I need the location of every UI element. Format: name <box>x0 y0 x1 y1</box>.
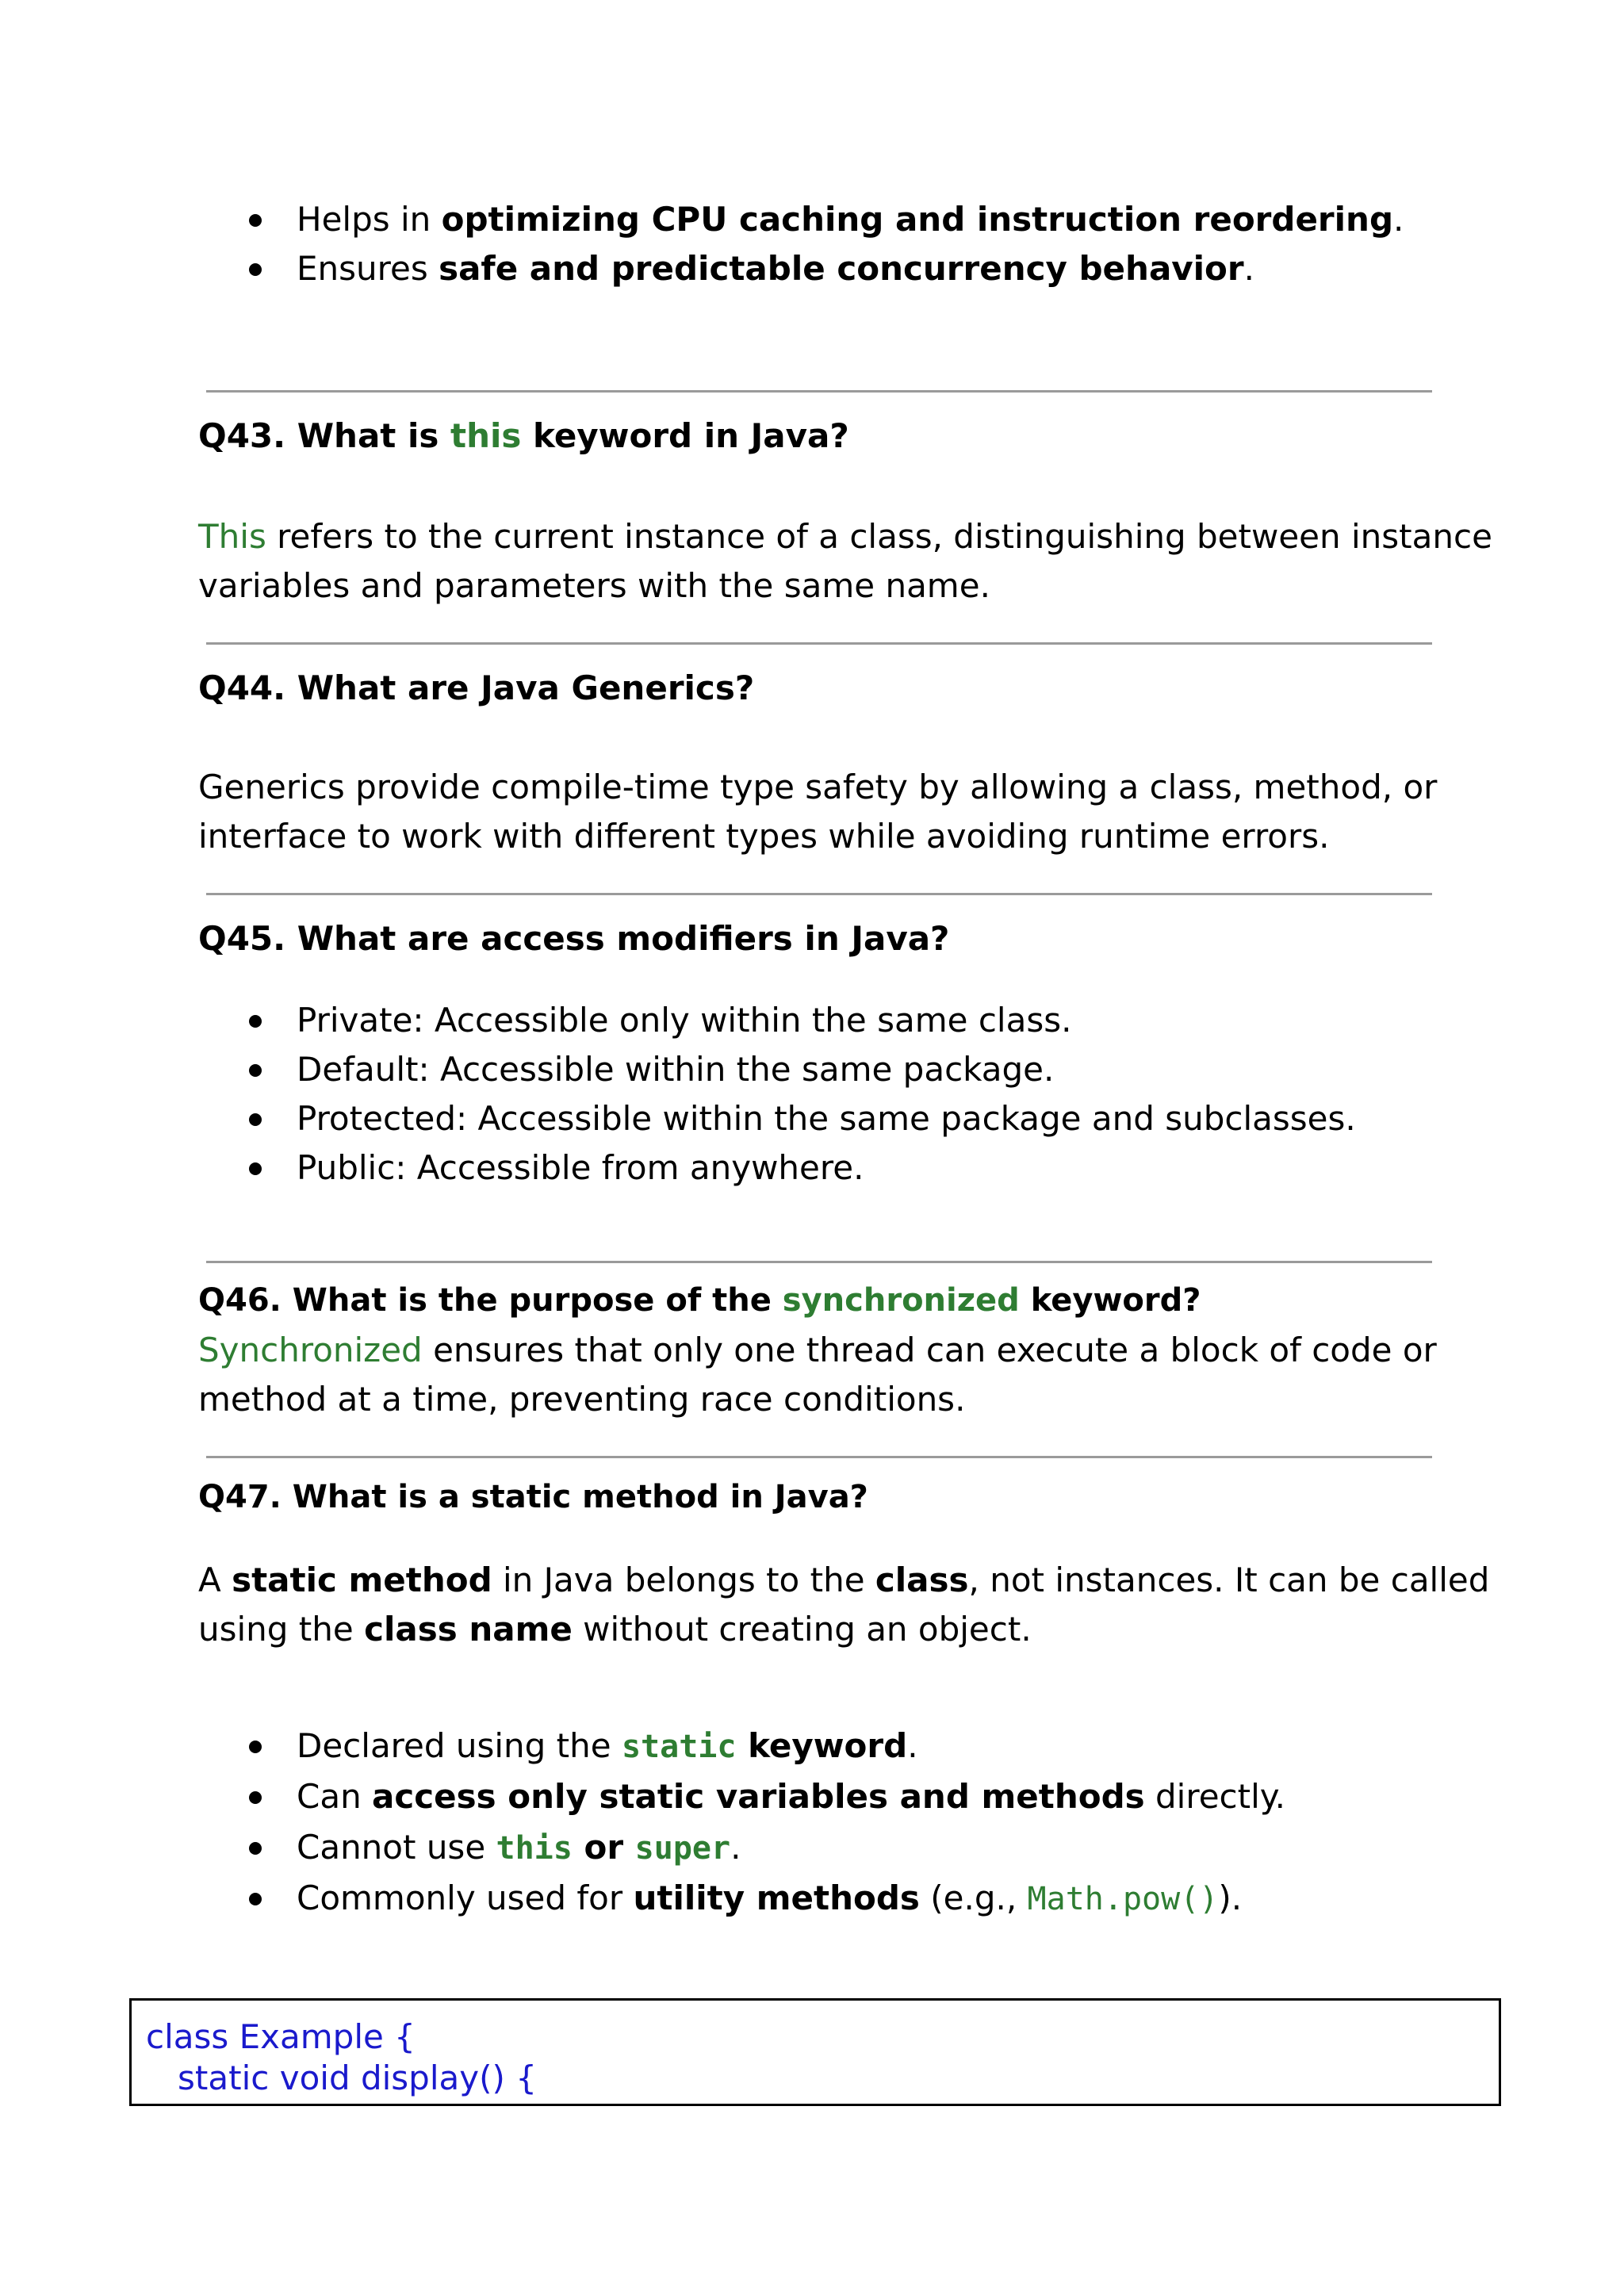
answer-q47: A static method in Java belongs to the class, not instances. It can be called using the class name without creating an object. <box>198 1561 1490 1649</box>
list-item: Cannot use this or super. <box>198 1822 1467 1873</box>
bullet-icon <box>249 263 262 276</box>
question-heading-q43: Q43. What is this keyword in Java? <box>198 416 849 455</box>
bullet-icon <box>249 1741 262 1753</box>
list-item: Helps in optimizing CPU caching and instruction reordering. <box>198 195 1467 244</box>
list-item: Public: Accessible from anywhere. <box>198 1143 1467 1193</box>
intro-bullet-list <box>198 195 1467 293</box>
question-heading-q45: Q45. What are access modifiers in Java? <box>198 919 950 958</box>
answer-q46: Synchronized ensures that only one thread can execute a block of code or method at a time, preventing race conditions. <box>198 1331 1437 1419</box>
code-line: static void display() { <box>146 2058 537 2097</box>
question-heading-q47: Q47. What is a static method in Java? <box>198 1479 868 1515</box>
list-item: Declared using the static keyword. <box>198 1721 1467 1771</box>
bullet-icon <box>249 1893 262 1905</box>
bullet-icon <box>249 214 262 227</box>
list-item: Protected: Accessible within the same package and subclasses. <box>198 1094 1467 1143</box>
list-item: Commonly used for utility methods (e.g., Math.pow()). <box>198 1873 1467 1924</box>
bullet-icon <box>249 1162 262 1175</box>
bullet-icon <box>249 1113 262 1126</box>
divider <box>206 893 1432 895</box>
answer-q44: Generics provide compile-time type safety by allowing a class, method, or interface to work with different types while avoiding runtime errors. <box>198 768 1438 856</box>
static-method-list <box>198 1721 1467 1924</box>
list-item: Default: Accessible within the same package. <box>198 1045 1467 1094</box>
bullet-icon <box>249 1064 262 1077</box>
question-heading-q46: Q46. What is the purpose of the synchronized keyword? <box>198 1282 1201 1319</box>
divider <box>206 390 1432 393</box>
access-modifiers-list <box>198 996 1467 1193</box>
code-line: class Example { <box>146 2017 416 2056</box>
bullet-icon <box>249 1015 262 1028</box>
divider <box>206 1261 1432 1263</box>
code-block <box>129 1998 1501 2106</box>
question-heading-q44: Q44. What are Java Generics? <box>198 668 755 707</box>
list-item: Ensures safe and predictable concurrency behavior. <box>198 244 1467 293</box>
list-item: Can access only static variables and methods directly. <box>198 1771 1467 1822</box>
list-item: Private: Accessible only within the same class. <box>198 996 1467 1045</box>
divider <box>206 642 1432 645</box>
bullet-icon <box>249 1842 262 1855</box>
bullet-icon <box>249 1791 262 1804</box>
divider <box>206 1456 1432 1458</box>
answer-q43: This refers to the current instance of a class, distinguishing between instance variables and parameters with the same name. <box>198 517 1492 605</box>
